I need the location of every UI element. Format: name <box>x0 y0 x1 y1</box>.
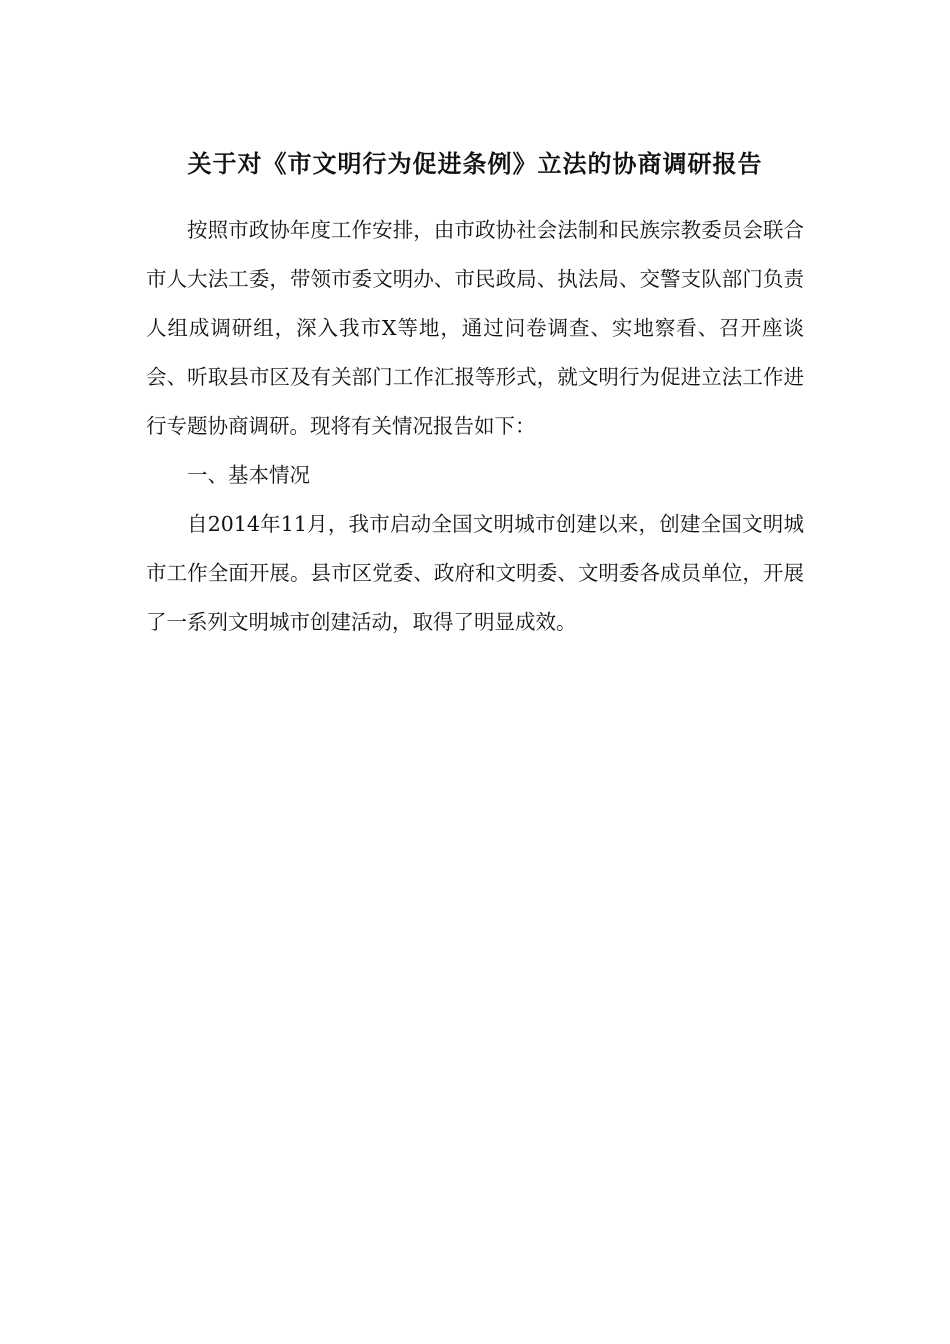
paragraph-basic-situation: 自2014年11月，我市启动全国文明城市创建以来，创建全国文明城市工作全面开展。县市区党委、政府和文明委、文明委各成员单位，开展了一系列文明城市创建活动，取得了明显成效。 <box>146 512 804 634</box>
paragraph-intro: 按照市政协年度工作安排，由市政协社会法制和民族宗教委员会联合市人大法工委，带领市委文明办、市民政局、执法局、交警支队部门负责人组成调研组，深入我市X等地，通过问卷调查、实地察看、召开座谈会、听取县市区及有关部门工作汇报等形式，就文明行为促进立法工作进行专题协商调研。现将有关情况报告如下： <box>146 218 804 438</box>
section-heading-basic-situation: 一、基本情况 <box>187 463 310 487</box>
document-title: 关于对《市文明行为促进条例》立法的协商调研报告 <box>187 149 763 178</box>
document-body <box>146 206 804 647</box>
